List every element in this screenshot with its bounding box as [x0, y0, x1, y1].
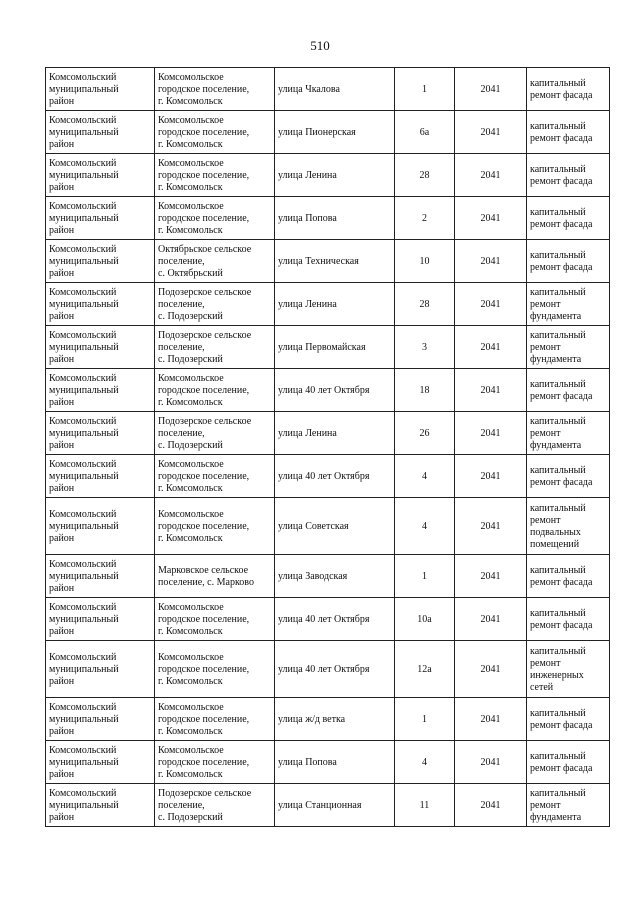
house-number-cell — [395, 326, 455, 369]
street-cell-text: улица Техническая — [278, 255, 359, 267]
street-cell — [275, 240, 395, 283]
house-number-cell-text: 28 — [419, 298, 430, 310]
work-type-cell-text: капитальный ремонт фасада — [530, 163, 593, 187]
work-type-cell-text: капитальный ремонт фасада — [530, 707, 593, 731]
work-type-cell — [527, 154, 610, 197]
district-cell — [46, 240, 155, 283]
street-cell — [275, 555, 395, 598]
settlement-cell-text: Подозерское сельское поселение, с. Подозерский — [158, 415, 252, 451]
table-row — [46, 498, 610, 555]
settlement-cell-text: Комсомольское городское поселение, г. Комсомольск — [158, 508, 250, 544]
table-row — [46, 111, 610, 154]
district-cell — [46, 111, 155, 154]
settlement-cell — [155, 68, 275, 111]
settlement-cell — [155, 326, 275, 369]
table-row — [46, 555, 610, 598]
work-type-cell-text: капитальный ремонт фундамента — [530, 329, 586, 365]
year-cell — [455, 154, 527, 197]
year-cell-text: 2041 — [480, 427, 501, 439]
house-number-cell — [395, 555, 455, 598]
work-type-cell — [527, 641, 610, 698]
street-cell-text: улица Ленина — [278, 169, 337, 181]
street-cell-text: улица ж/д ветка — [278, 713, 346, 725]
house-number-cell — [395, 698, 455, 741]
house-number-cell — [395, 641, 455, 698]
settlement-cell-text: Комсомольское городское поселение, г. Комсомольск — [158, 200, 250, 236]
table-row — [46, 369, 610, 412]
street-cell-text: улица Ленина — [278, 298, 337, 310]
street-cell — [275, 283, 395, 326]
settlement-cell — [155, 154, 275, 197]
house-number-cell-text: 4 — [422, 756, 427, 768]
work-type-cell-text: капитальный ремонт инженерных сетей — [530, 645, 586, 693]
table-row — [46, 240, 610, 283]
settlement-cell — [155, 598, 275, 641]
street-cell-text: улица Заводская — [278, 570, 348, 582]
year-cell — [455, 68, 527, 111]
settlement-cell-text: Комсомольское городское поселение, г. Комсомольск — [158, 114, 250, 150]
street-cell-text: улица Первомайская — [278, 341, 366, 353]
district-cell — [46, 68, 155, 111]
street-cell — [275, 698, 395, 741]
house-number-cell-text: 2 — [422, 212, 427, 224]
year-cell-text: 2041 — [480, 470, 501, 482]
street-cell-text: улица Ленина — [278, 427, 337, 439]
settlement-cell — [155, 412, 275, 455]
work-type-cell — [527, 598, 610, 641]
district-cell-text: Комсомольский муниципальный район — [49, 558, 119, 594]
settlement-cell — [155, 369, 275, 412]
year-cell-text: 2041 — [480, 212, 501, 224]
settlement-cell-text: Комсомольское городское поселение, г. Комсомольск — [158, 157, 250, 193]
house-number-cell-text: 10 — [419, 255, 430, 267]
street-cell-text: улица Попова — [278, 212, 337, 224]
street-cell — [275, 598, 395, 641]
repair-schedule-table — [45, 67, 610, 827]
settlement-cell — [155, 283, 275, 326]
street-cell-text: улица Попова — [278, 756, 337, 768]
district-cell — [46, 197, 155, 240]
house-number-cell-text: 3 — [422, 341, 427, 353]
district-cell — [46, 283, 155, 326]
table-row — [46, 68, 610, 111]
year-cell-text: 2041 — [480, 613, 501, 625]
year-cell-text: 2041 — [480, 756, 501, 768]
street-cell — [275, 326, 395, 369]
district-cell — [46, 369, 155, 412]
work-type-cell-text: капитальный ремонт фундамента — [530, 787, 586, 823]
year-cell-text: 2041 — [480, 83, 501, 95]
settlement-cell — [155, 741, 275, 784]
house-number-cell — [395, 784, 455, 827]
district-cell-text: Комсомольский муниципальный район — [49, 71, 119, 107]
work-type-cell-text: капитальный ремонт фасада — [530, 249, 593, 273]
settlement-cell-text: Комсомольское городское поселение, г. Комсомольск — [158, 744, 250, 780]
work-type-cell — [527, 369, 610, 412]
district-cell-text: Комсомольский муниципальный район — [49, 458, 119, 494]
house-number-cell-text: 18 — [419, 384, 430, 396]
work-type-cell — [527, 698, 610, 741]
house-number-cell-text: 26 — [419, 427, 430, 439]
house-number-cell-text: 6а — [419, 126, 430, 138]
work-type-cell-text: капитальный ремонт подвальных помещений — [530, 502, 586, 550]
house-number-cell — [395, 68, 455, 111]
street-cell — [275, 455, 395, 498]
settlement-cell-text: Подозерское сельское поселение, с. Подозерский — [158, 329, 252, 365]
work-type-cell-text: капитальный ремонт фасада — [530, 607, 593, 631]
district-cell-text: Комсомольский муниципальный район — [49, 508, 119, 544]
year-cell — [455, 111, 527, 154]
district-cell — [46, 641, 155, 698]
house-number-cell — [395, 455, 455, 498]
settlement-cell-text: Комсомольское городское поселение, г. Комсомольск — [158, 651, 250, 687]
street-cell-text: улица 40 лет Октября — [278, 663, 370, 675]
district-cell-text: Комсомольский муниципальный район — [49, 329, 119, 365]
year-cell-text: 2041 — [480, 255, 501, 267]
work-type-cell — [527, 555, 610, 598]
district-cell-text: Комсомольский муниципальный район — [49, 157, 119, 193]
table-row — [46, 698, 610, 741]
district-cell — [46, 154, 155, 197]
district-cell-text: Комсомольский муниципальный район — [49, 787, 119, 823]
year-cell — [455, 369, 527, 412]
work-type-cell-text: капитальный ремонт фундамента — [530, 286, 586, 322]
work-type-cell-text: капитальный ремонт фасада — [530, 206, 593, 230]
settlement-cell — [155, 111, 275, 154]
year-cell — [455, 283, 527, 326]
work-type-cell-text: капитальный ремонт фасада — [530, 750, 593, 774]
street-cell — [275, 412, 395, 455]
house-number-cell-text: 11 — [419, 799, 430, 811]
year-cell — [455, 240, 527, 283]
work-type-cell — [527, 197, 610, 240]
district-cell — [46, 741, 155, 784]
house-number-cell — [395, 197, 455, 240]
year-cell — [455, 598, 527, 641]
table-row — [46, 741, 610, 784]
district-cell — [46, 784, 155, 827]
district-cell-text: Комсомольский муниципальный район — [49, 243, 119, 279]
district-cell-text: Комсомольский муниципальный район — [49, 372, 119, 408]
house-number-cell-text: 28 — [419, 169, 430, 181]
table-row — [46, 326, 610, 369]
work-type-cell — [527, 412, 610, 455]
house-number-cell — [395, 369, 455, 412]
street-cell-text: улица Советская — [278, 520, 349, 532]
work-type-cell — [527, 498, 610, 555]
house-number-cell-text: 12а — [417, 663, 432, 675]
district-cell-text: Комсомольский муниципальный район — [49, 114, 119, 150]
work-type-cell-text: капитальный ремонт фасада — [530, 77, 593, 101]
year-cell — [455, 326, 527, 369]
year-cell-text: 2041 — [480, 713, 501, 725]
year-cell — [455, 555, 527, 598]
table-row — [46, 154, 610, 197]
district-cell-text: Комсомольский муниципальный район — [49, 415, 119, 451]
year-cell-text: 2041 — [480, 663, 501, 675]
work-type-cell — [527, 240, 610, 283]
settlement-cell — [155, 698, 275, 741]
work-type-cell-text: капитальный ремонт фасада — [530, 564, 593, 588]
settlement-cell — [155, 197, 275, 240]
street-cell — [275, 154, 395, 197]
street-cell-text: улица 40 лет Октября — [278, 470, 370, 482]
district-cell — [46, 598, 155, 641]
district-cell — [46, 698, 155, 741]
settlement-cell-text: Комсомольское городское поселение, г. Комсомольск — [158, 372, 250, 408]
year-cell-text: 2041 — [480, 169, 501, 181]
work-type-cell — [527, 111, 610, 154]
table-row — [46, 197, 610, 240]
year-cell — [455, 641, 527, 698]
year-cell-text: 2041 — [480, 384, 501, 396]
house-number-cell — [395, 111, 455, 154]
district-cell — [46, 412, 155, 455]
settlement-cell-text: Комсомольское городское поселение, г. Комсомольск — [158, 71, 250, 107]
table-row — [46, 598, 610, 641]
house-number-cell-text: 1 — [422, 713, 427, 725]
street-cell — [275, 741, 395, 784]
table-row — [46, 641, 610, 698]
year-cell — [455, 698, 527, 741]
settlement-cell-text: Марковское сельское поселение, с. Марково — [158, 564, 254, 588]
settlement-cell — [155, 498, 275, 555]
settlement-cell-text: Комсомольское городское поселение, г. Комсомольск — [158, 458, 250, 494]
work-type-cell-text: капитальный ремонт фасада — [530, 378, 593, 402]
work-type-cell — [527, 784, 610, 827]
year-cell — [455, 197, 527, 240]
street-cell — [275, 784, 395, 827]
year-cell — [455, 741, 527, 784]
table-body — [46, 68, 610, 827]
year-cell — [455, 455, 527, 498]
house-number-cell-text: 4 — [422, 520, 427, 532]
settlement-cell-text: Подозерское сельское поселение, с. Подозерский — [158, 787, 252, 823]
work-type-cell-text: капитальный ремонт фасада — [530, 120, 593, 144]
house-number-cell — [395, 240, 455, 283]
year-cell-text: 2041 — [480, 341, 501, 353]
settlement-cell — [155, 455, 275, 498]
work-type-cell — [527, 455, 610, 498]
work-type-cell — [527, 283, 610, 326]
settlement-cell-text: Комсомольское городское поселение, г. Комсомольск — [158, 701, 250, 737]
year-cell — [455, 784, 527, 827]
house-number-cell — [395, 154, 455, 197]
settlement-cell-text: Комсомольское городское поселение, г. Комсомольск — [158, 601, 250, 637]
district-cell — [46, 555, 155, 598]
street-cell-text: улица Станционная — [278, 799, 362, 811]
year-cell-text: 2041 — [480, 298, 501, 310]
house-number-cell — [395, 598, 455, 641]
work-type-cell — [527, 741, 610, 784]
street-cell-text: улица Чкалова — [278, 83, 340, 95]
year-cell — [455, 412, 527, 455]
year-cell-text: 2041 — [480, 570, 501, 582]
street-cell — [275, 641, 395, 698]
year-cell-text: 2041 — [480, 126, 501, 138]
district-cell-text: Комсомольский муниципальный район — [49, 701, 119, 737]
district-cell-text: Комсомольский муниципальный район — [49, 286, 119, 322]
settlement-cell — [155, 641, 275, 698]
work-type-cell — [527, 326, 610, 369]
year-cell — [455, 498, 527, 555]
house-number-cell — [395, 412, 455, 455]
district-cell — [46, 455, 155, 498]
district-cell-text: Комсомольский муниципальный район — [49, 651, 119, 687]
district-cell-text: Комсомольский муниципальный район — [49, 601, 119, 637]
district-cell — [46, 498, 155, 555]
page-number: 510 — [310, 38, 330, 53]
settlement-cell — [155, 784, 275, 827]
district-cell-text: Комсомольский муниципальный район — [49, 200, 119, 236]
street-cell — [275, 111, 395, 154]
street-cell-text: улица 40 лет Октября — [278, 613, 370, 625]
table-row — [46, 455, 610, 498]
street-cell-text: улица 40 лет Октября — [278, 384, 370, 396]
street-cell — [275, 498, 395, 555]
work-type-cell — [527, 68, 610, 111]
house-number-cell — [395, 498, 455, 555]
table-row — [46, 784, 610, 827]
table-row — [46, 412, 610, 455]
settlement-cell-text: Подозерское сельское поселение, с. Подозерский — [158, 286, 252, 322]
settlement-cell — [155, 240, 275, 283]
work-type-cell-text: капитальный ремонт фундамента — [530, 415, 586, 451]
house-number-cell-text: 10а — [417, 613, 432, 625]
house-number-cell — [395, 283, 455, 326]
district-cell — [46, 326, 155, 369]
year-cell-text: 2041 — [480, 520, 501, 532]
house-number-cell-text: 1 — [422, 570, 427, 582]
settlement-cell-text: Октябрьское сельское поселение, с. Октябрьский — [158, 243, 252, 279]
district-cell-text: Комсомольский муниципальный район — [49, 744, 119, 780]
street-cell — [275, 369, 395, 412]
settlement-cell — [155, 555, 275, 598]
table-row — [46, 283, 610, 326]
street-cell — [275, 68, 395, 111]
year-cell-text: 2041 — [480, 799, 501, 811]
house-number-cell-text: 1 — [422, 83, 427, 95]
street-cell-text: улица Пионерская — [278, 126, 356, 138]
house-number-cell-text: 4 — [422, 470, 427, 482]
house-number-cell — [395, 741, 455, 784]
street-cell — [275, 197, 395, 240]
work-type-cell-text: капитальный ремонт фасада — [530, 464, 593, 488]
